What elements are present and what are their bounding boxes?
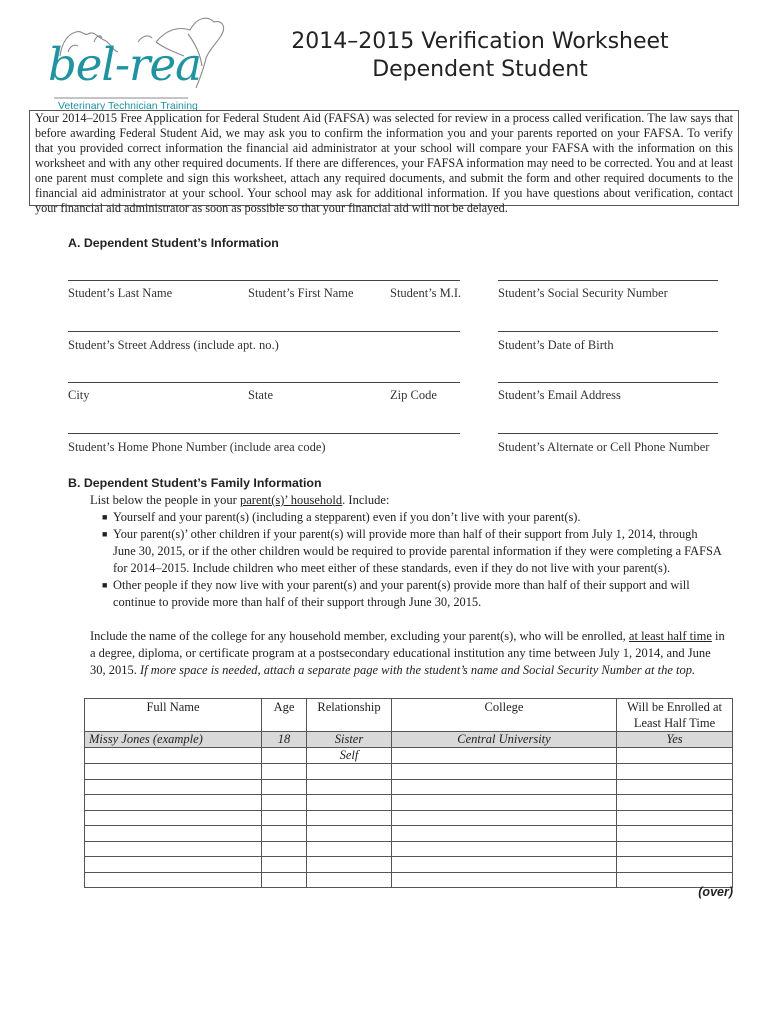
cell[interactable] (617, 810, 733, 826)
table-header-row (85, 699, 733, 732)
cell[interactable] (85, 810, 262, 826)
self-college-cell[interactable] (392, 748, 617, 764)
table-row[interactable] (85, 841, 733, 857)
logo-wordmark: bel-rea (48, 38, 202, 91)
example-enrolled: Yes (617, 732, 733, 748)
cell[interactable] (262, 810, 307, 826)
cell[interactable] (307, 764, 392, 780)
cell[interactable] (392, 764, 617, 780)
table-row[interactable] (85, 857, 733, 873)
mi-label: Student’s M.I. (390, 286, 462, 300)
state-label: State (248, 388, 273, 402)
street-input-line[interactable] (68, 331, 460, 332)
email-input-line[interactable] (498, 382, 718, 383)
cell[interactable] (262, 841, 307, 857)
college-line3: 30, 2015. (90, 663, 140, 677)
logo-tagline: Veterinary Technician Training (58, 100, 198, 112)
bullet-2-line-2: June 30, 2015, or if the other children would be required to provide parental information if they were completing a FAFSA (113, 544, 722, 558)
city-label: City (68, 388, 90, 402)
cell[interactable] (392, 826, 617, 842)
name-input-line[interactable] (68, 280, 460, 281)
cell[interactable] (85, 872, 262, 888)
email-label: Student’s Email Address (498, 388, 621, 402)
cell[interactable] (392, 810, 617, 826)
cell[interactable] (392, 779, 617, 795)
bullet-1: Yourself and your parent(s) (including a stepparent) even if you don’t live with your parent(s). (113, 510, 581, 524)
college-pre: Include the name of the college for any household member, excluding your parent(s), who will be enrolled, (90, 629, 629, 643)
cell[interactable] (85, 841, 262, 857)
cell[interactable] (85, 764, 262, 780)
section-a-heading: A. Dependent Student’s Information (68, 236, 279, 250)
alt-phone-label: Student’s Alternate or Cell Phone Number (498, 440, 710, 454)
bullet-2-line-1: Your parent(s)’ other children if your parent(s) will provide more than half of their support from July 1, 2014, through (113, 527, 698, 541)
self-enrolled-cell[interactable] (617, 748, 733, 764)
table-row[interactable] (85, 810, 733, 826)
bullet-icon: ■ (102, 529, 108, 539)
cell[interactable] (307, 795, 392, 811)
college-instructions-line-2: a degree, diploma, or certificate program at a postsecondary educational institution any time between July 1, 2014, and June (90, 646, 711, 660)
cell[interactable] (307, 779, 392, 795)
self-age-cell[interactable] (262, 748, 307, 764)
bullet-icon: ■ (102, 512, 108, 522)
example-relationship: Sister (307, 732, 392, 748)
bullet-3-line-1: Other people if they now live with your parent(s) and your parent(s) provide more than half of their support and will (113, 578, 690, 592)
cell[interactable] (85, 857, 262, 873)
cell[interactable] (262, 826, 307, 842)
table-row-self[interactable] (85, 748, 733, 764)
college-post: in (711, 629, 725, 643)
household-intro (90, 492, 389, 509)
header-enrolled: Will be Enrolled at Least Half Time (617, 699, 733, 732)
city-state-zip-input-line[interactable] (68, 382, 460, 383)
cell[interactable] (307, 826, 392, 842)
example-name: Missy Jones (example) (85, 732, 262, 748)
cell[interactable] (262, 857, 307, 873)
table-row[interactable] (85, 795, 733, 811)
title-line-1: 2014–2015 Verification Worksheet (291, 29, 669, 54)
header-age: Age (262, 699, 307, 732)
title-line-2: Dependent Student (372, 57, 588, 82)
street-label: Student’s Street Address (include apt. no.) (68, 338, 279, 352)
cell[interactable] (392, 795, 617, 811)
college-instructions-line-1 (90, 628, 725, 645)
household-intro-post: . Include: (342, 493, 390, 507)
cell[interactable] (307, 810, 392, 826)
ssn-label: Student’s Social Security Number (498, 286, 668, 300)
table-row[interactable] (85, 872, 733, 888)
cell[interactable] (262, 795, 307, 811)
cell[interactable] (307, 841, 392, 857)
self-relationship: Self (307, 748, 392, 764)
bullet-2-line-3: for 2014–2015. Include children who meet either of these standards, even if they do not live with your parent(s). (113, 561, 671, 575)
bullet-3-line-2: continue to provide more than half of their support through June 30, 2015. (113, 595, 482, 609)
household-link: parent(s)’ household (239, 493, 343, 507)
bullet-icon: ■ (102, 580, 108, 590)
table-row-example (85, 732, 733, 748)
cell[interactable] (307, 872, 392, 888)
page-title (250, 28, 710, 84)
ssn-input-line[interactable] (498, 280, 718, 281)
cell[interactable] (617, 764, 733, 780)
cell[interactable] (262, 779, 307, 795)
section-b-heading: B. Dependent Student’s Family Information (68, 476, 322, 490)
home-phone-label: Student’s Home Phone Number (include area code) (68, 440, 326, 454)
first-name-label: Student’s First Name (248, 286, 354, 300)
cell[interactable] (392, 872, 617, 888)
cell[interactable] (617, 779, 733, 795)
cell[interactable] (85, 779, 262, 795)
header-college: College (392, 699, 617, 732)
cell[interactable] (617, 795, 733, 811)
table-row[interactable] (85, 826, 733, 842)
college-italic-note: If more space is needed, attach a separate page with the student’s name and Social Security Number at the top. (140, 663, 696, 677)
table-row[interactable] (85, 779, 733, 795)
cell[interactable] (617, 841, 733, 857)
cell[interactable] (262, 872, 307, 888)
header-full-name: Full Name (85, 699, 262, 732)
cell[interactable] (307, 857, 392, 873)
half-time-link: at least half time (628, 629, 712, 643)
dob-input-line[interactable] (498, 331, 718, 332)
household-table (84, 698, 733, 888)
household-intro-pre: List below the people in your (90, 493, 240, 507)
cell[interactable] (392, 857, 617, 873)
example-age: 18 (262, 732, 307, 748)
self-name-cell[interactable] (85, 748, 262, 764)
alt-phone-input-line[interactable] (498, 433, 718, 434)
college-instructions-line-3 (90, 662, 695, 679)
over-note: (over) (698, 885, 733, 899)
intro-box: Your 2014–2015 Free Application for Federal Student Aid (FAFSA) was selected for review in a process called verification. The law says that before awarding Federal Student Aid, we may ask you to confirm the information you and your parents reported on your FAFSA. To verify that you provided correct information the financial aid administrator at your school will compare your FAFSA with the information on this worksheet and with any other required documents. If there are differences, your FAFSA information may need to be corrected. You and at least one parent must complete and sign this worksheet, attach any required documents, and submit the form and other required documents to the financial aid administrator at your school. Your school may ask for additional information. If you have questions about verification, contact your financial aid administrator as soon as possible so that your financial aid will not be delayed. (29, 110, 739, 206)
cell[interactable] (85, 795, 262, 811)
table-row[interactable] (85, 764, 733, 780)
header-relationship: Relationship (307, 699, 392, 732)
zip-label: Zip Code (390, 388, 437, 402)
cell[interactable] (262, 764, 307, 780)
last-name-label: Student’s Last Name (68, 286, 173, 300)
dob-label: Student’s Date of Birth (498, 338, 614, 352)
cell[interactable] (617, 857, 733, 873)
cell[interactable] (85, 826, 262, 842)
example-college: Central University (392, 732, 617, 748)
cell[interactable] (392, 841, 617, 857)
home-phone-input-line[interactable] (68, 433, 460, 434)
cell[interactable] (617, 826, 733, 842)
